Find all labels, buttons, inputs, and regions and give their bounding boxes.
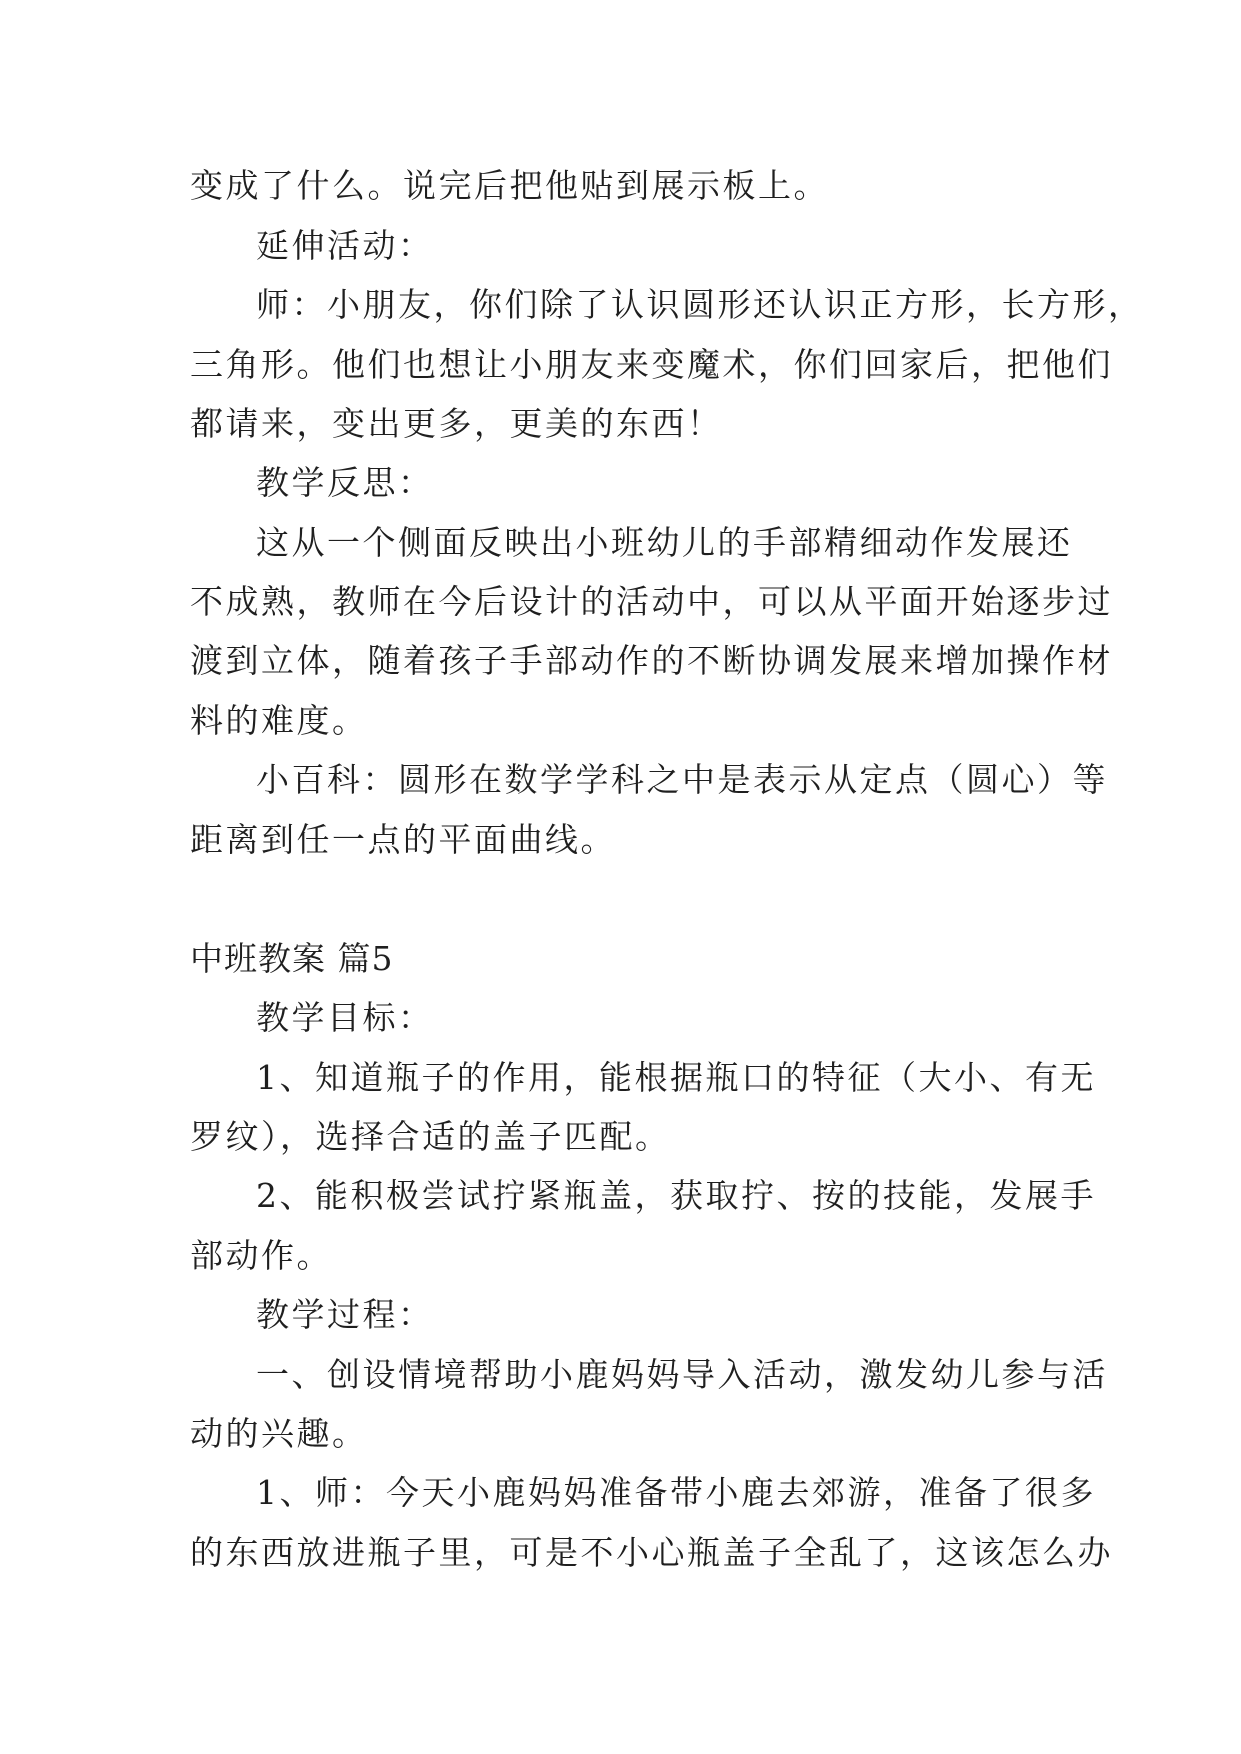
- paragraph-line: 都请来，变出更多，更美的东西！: [190, 404, 723, 443]
- paragraph-line: 距离到任一点的平面曲线。: [190, 820, 616, 859]
- paragraph-line: 变成了什么。说完后把他贴到展示板上。: [190, 166, 829, 205]
- paragraph-line: 三角形。他们也想让小朋友来变魔术，你们回家后，把他们: [190, 345, 1113, 384]
- paragraph-line: 渡到立体，随着孩子手部动作的不断协调发展来增加操作材: [190, 641, 1113, 680]
- paragraph-line: 动的兴趣。: [190, 1414, 368, 1453]
- paragraph-line: 不成熟，教师在今后设计的活动中，可以从平面开始逐步过: [190, 582, 1113, 621]
- article-title: 中班教案 篇5: [190, 939, 394, 978]
- paragraph-line: 的东西放进瓶子里，可是不小心瓶盖子全乱了，这该怎么办: [190, 1533, 1113, 1572]
- paragraph-line: 料的难度。: [190, 701, 368, 740]
- paragraph-line: 2、能积极尝试拧紧瓶盖，获取拧、按的技能，发展手: [256, 1176, 1096, 1215]
- paragraph-line: 一、创设情境帮助小鹿妈妈导入活动，激发幼儿参与活: [256, 1355, 1108, 1394]
- paragraph-line: 罗纹），选择合适的盖子匹配。: [190, 1117, 671, 1156]
- paragraph-line: 部动作。: [190, 1236, 332, 1275]
- paragraph-line: 1、师：今天小鹿妈妈准备带小鹿去郊游，准备了很多: [256, 1473, 1096, 1512]
- section-heading-teaching-goals: 教学目标：: [256, 998, 434, 1037]
- paragraph-line: 师：小朋友，你们除了认识圆形还认识正方形，长方形，: [256, 285, 1144, 324]
- paragraph-line: 小百科：圆形在数学学科之中是表示从定点（圆心）等: [256, 760, 1108, 799]
- section-heading-extension-activity: 延伸活动：: [256, 226, 434, 265]
- section-heading-teaching-reflection: 教学反思：: [256, 463, 434, 502]
- paragraph-line: 1、知道瓶子的作用，能根据瓶口的特征（大小、有无: [256, 1058, 1096, 1097]
- paragraph-line: 这从一个侧面反映出小班幼儿的手部精细动作发展还: [256, 523, 1073, 562]
- section-heading-teaching-process: 教学过程：: [256, 1295, 434, 1334]
